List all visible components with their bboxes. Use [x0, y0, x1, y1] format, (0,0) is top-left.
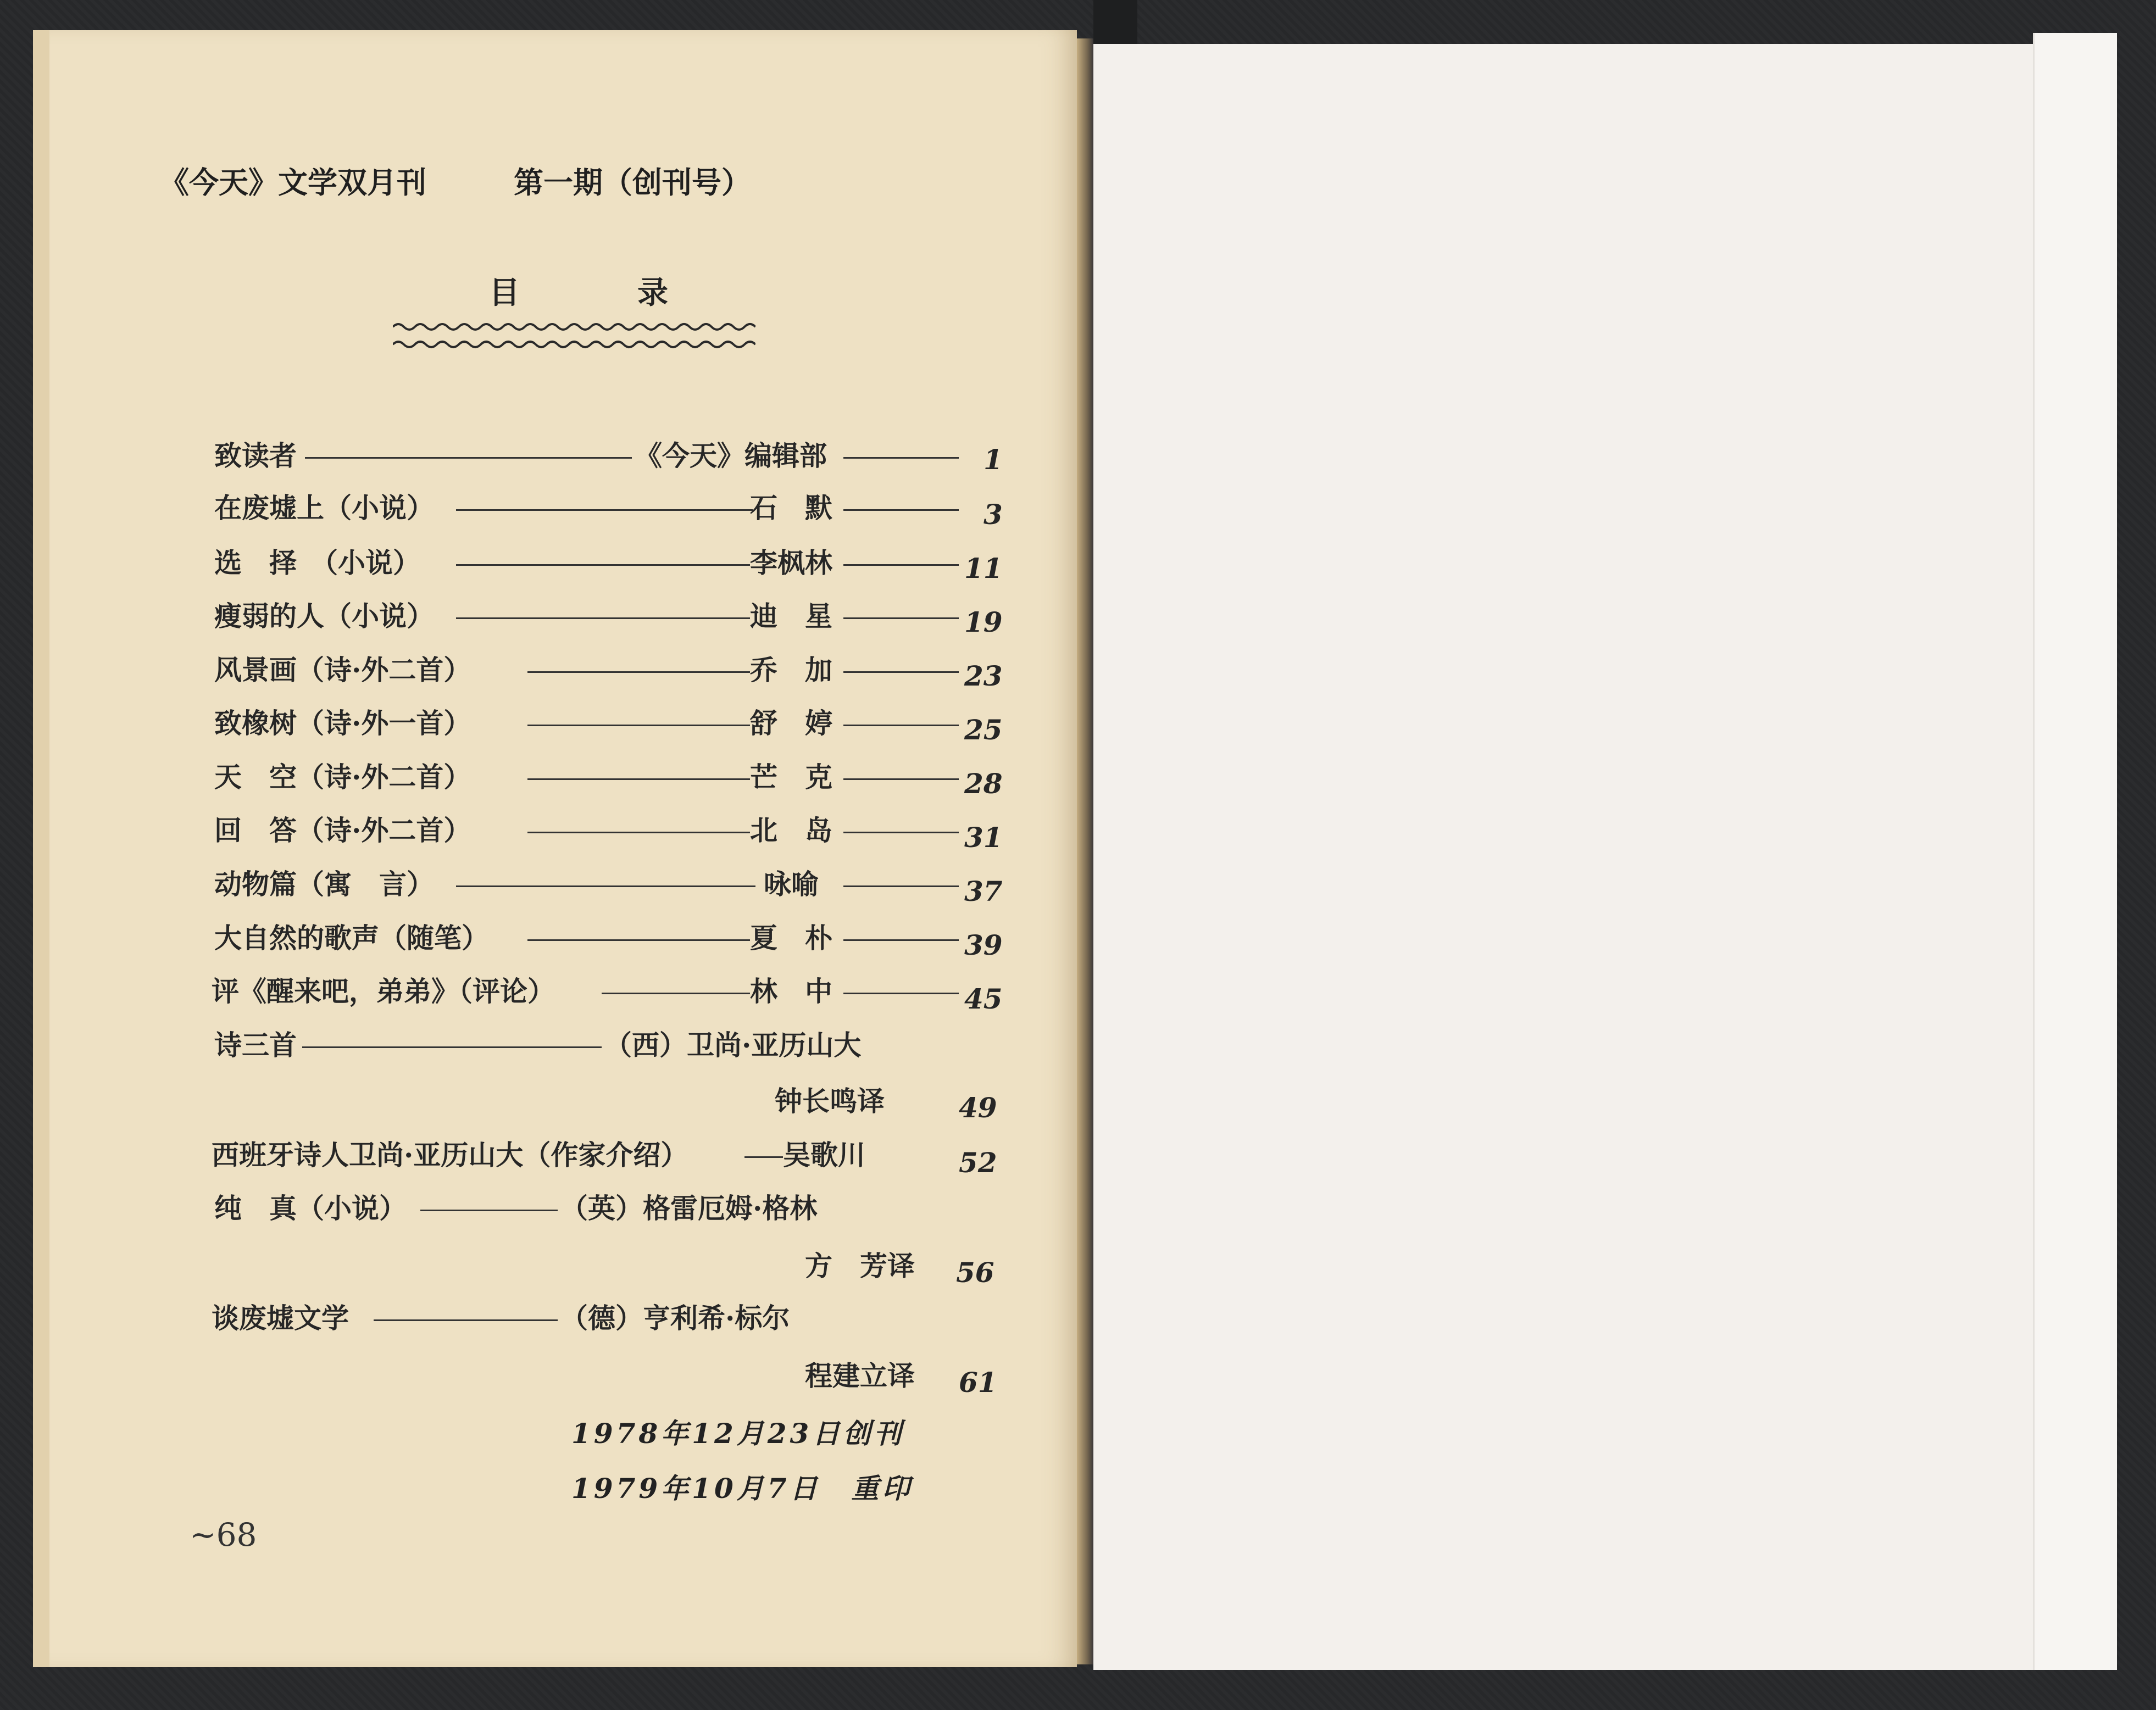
left-page: [33, 30, 1077, 1667]
leader-line: [456, 509, 753, 511]
toc-entry-page: 49: [959, 1091, 997, 1124]
leader-line: [843, 509, 959, 511]
leader-line: [843, 885, 959, 887]
toc-entry-title: 谈废墟文学: [212, 1302, 349, 1334]
toc-entry-page: 61: [959, 1366, 997, 1399]
toc-entry-title: 动物篇（寓 言）: [214, 868, 434, 900]
leader-line: [374, 1319, 558, 1321]
leader-line: [456, 617, 750, 619]
toc-entry-title: 致读者: [214, 439, 297, 472]
toc-entry-page: 45: [964, 983, 1003, 1015]
toc-entry-author: 迪 星: [750, 600, 832, 632]
leader-line: [843, 993, 959, 994]
toc-entry-title: 西班牙诗人卫尚·亚历山大（作家介绍）: [212, 1139, 688, 1171]
toc-entry-page: 23: [964, 660, 1003, 692]
toc-entry-author: （德）亨利希·标尔: [560, 1302, 790, 1334]
toc-entry-page: 39: [964, 929, 1003, 961]
leader-line: [420, 1210, 558, 1211]
toc-entry-page: 52: [959, 1146, 997, 1179]
toc-entry-title: 纯 真（小说）: [214, 1192, 407, 1224]
leader-line: [456, 564, 750, 566]
toc-entry-author: （英）格雷厄姆·格林: [560, 1192, 818, 1224]
toc-entry-title: 在废墟上（小说）: [214, 492, 434, 524]
toc-entry-title: 大自然的歌声（随笔）: [214, 922, 489, 954]
toc-entry-page: 3: [983, 498, 1003, 531]
toc-entry-author: 芒 克: [750, 761, 832, 793]
toc-entry-title: 致橡树（诗·外一首）: [214, 707, 471, 739]
toc-entry-page: 37: [964, 875, 1003, 907]
toc-entry-author: 《今天》编辑部: [635, 439, 827, 472]
magazine-name: 《今天》文学双月刊: [159, 165, 426, 200]
toc-entry-translator: 程建立译: [805, 1360, 915, 1392]
toc-entry-page: 56: [956, 1256, 994, 1289]
toc-entry-page: 19: [964, 606, 1003, 638]
toc-entry-translator: 方 芳译: [805, 1250, 915, 1282]
toc-entry-title: 评《醒来吧，弟弟》（评论）: [212, 975, 555, 1007]
leader-line: [843, 617, 959, 619]
toc-entry-author: 北 岛: [750, 814, 832, 846]
toc-entry-title: 风景画（诗·外二首）: [214, 654, 471, 686]
leader-line: [302, 1046, 602, 1048]
toc-entry-page: 11: [964, 552, 1003, 584]
handwritten-page-number: ~68: [190, 1516, 257, 1553]
leader-line: [843, 671, 959, 673]
right-page-blank: [1093, 44, 2038, 1670]
toc-entry-author: 石 默: [750, 492, 832, 524]
leader-line: [527, 725, 750, 726]
book-gutter: [1077, 38, 1093, 1664]
toc-entry-author: （西）卫尚·亚历山大: [604, 1029, 862, 1061]
leader-line: [602, 993, 750, 994]
toc-entry-author: 夏 朴: [750, 922, 832, 954]
toc-entry-author: 吴歌川: [783, 1139, 865, 1171]
toc-entry-title: 回 答（诗·外二首）: [214, 814, 471, 846]
leader-line: [843, 939, 959, 941]
leader-line: [843, 457, 959, 459]
toc-title-char-1: 目: [489, 275, 520, 311]
founding-date: 1978年12月23日创刊: [571, 1417, 905, 1450]
toc-entry-author: 咏喻: [764, 868, 819, 900]
toc-entry-title: 选 择 （小说）: [214, 547, 420, 579]
toc-entry-author: 乔 加: [750, 654, 832, 686]
leader-line: [843, 725, 959, 726]
leader-line: [456, 885, 755, 887]
toc-entry-page: 28: [964, 767, 1003, 800]
leader-line: [843, 778, 959, 780]
toc-entry-title: 诗三首: [214, 1029, 297, 1061]
leader-line: [527, 832, 750, 833]
spine-shadow: [1093, 0, 1137, 49]
leader-line: [527, 671, 750, 673]
toc-title-char-2: 录: [637, 275, 668, 311]
toc-entry-title: 瘦弱的人（小说）: [214, 600, 434, 632]
leader-line: [527, 939, 750, 941]
toc-entry-page: 25: [964, 714, 1003, 746]
leader-line: [527, 778, 750, 780]
reprint-date: 1979年10月7日 重印: [571, 1472, 913, 1505]
leader-line: [305, 457, 632, 459]
toc-entry-author: 舒 婷: [750, 707, 832, 739]
toc-entry-translator: 钟长鸣译: [775, 1085, 885, 1117]
leader-line: [843, 564, 959, 566]
leader-line: [744, 1156, 783, 1158]
toc-entry-author: 李枫林: [750, 547, 832, 579]
toc-entry-page: 31: [964, 821, 1003, 854]
issue-label: 第一期（创刊号）: [514, 165, 751, 200]
right-page-edge: [2033, 33, 2117, 1670]
toc-entry-page: 1: [983, 443, 1003, 476]
toc-entry-author: 林 中: [750, 975, 832, 1007]
leader-line: [843, 832, 959, 833]
decorative-wavy-underline: [393, 316, 755, 354]
toc-entry-title: 天 空（诗·外二首）: [214, 761, 471, 793]
left-page-edge: [33, 30, 49, 1667]
